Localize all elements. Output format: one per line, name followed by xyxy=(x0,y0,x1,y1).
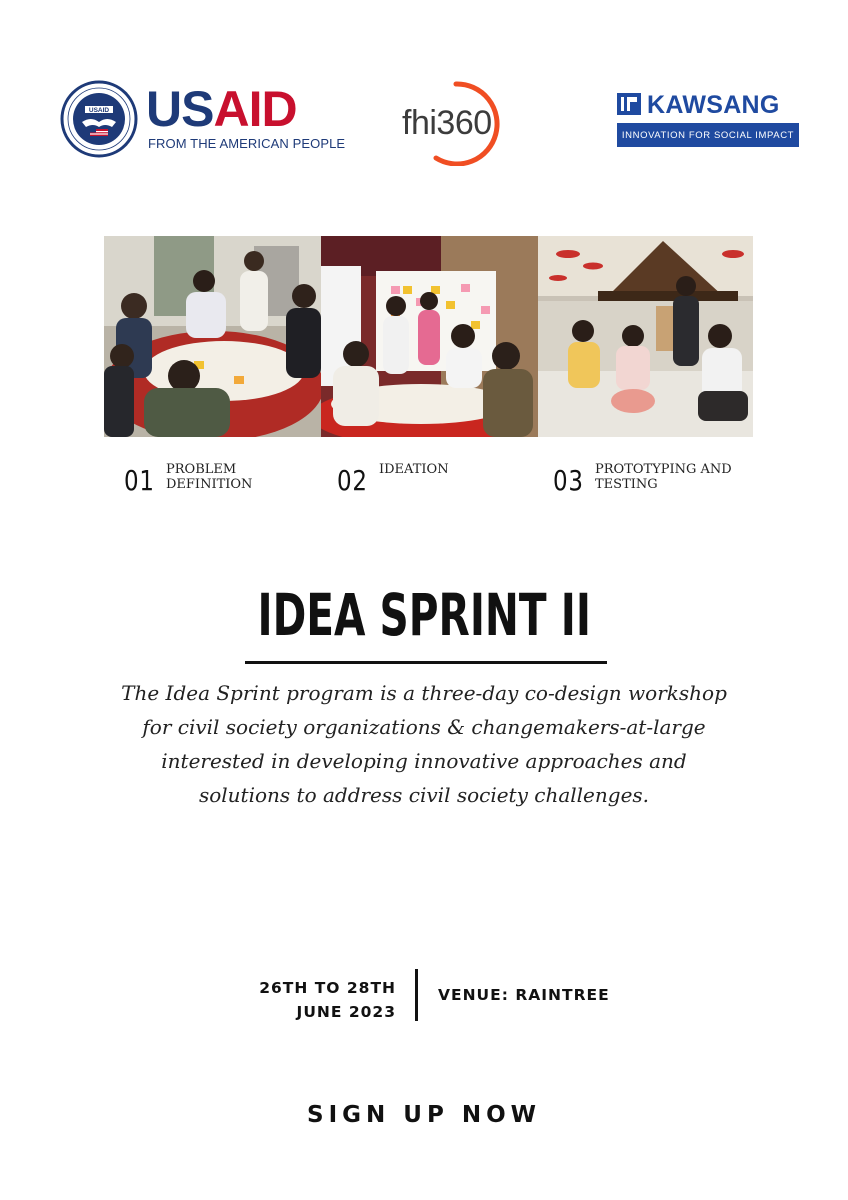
step-label: PROBLEM DEFINITION xyxy=(166,462,253,492)
kawsang-mark-icon xyxy=(617,93,641,115)
usaid-seal-icon xyxy=(60,80,138,158)
usaid-tagline: FROM THE AMERICAN PEOPLE xyxy=(148,136,346,151)
usaid-logo xyxy=(60,80,346,162)
usaid-wordmark-us: US xyxy=(146,81,214,137)
step-prototyping xyxy=(553,462,753,502)
kawsang-logo xyxy=(617,91,799,149)
event-divider xyxy=(415,969,418,1021)
fhi360-wordmark: fhi360 xyxy=(402,104,492,142)
usaid-wordmark xyxy=(146,81,297,137)
title-underline xyxy=(245,661,607,664)
step-number: 02 xyxy=(337,464,368,497)
problem-definition-photo xyxy=(104,236,321,437)
page-title xyxy=(0,578,848,652)
event-dates xyxy=(196,976,396,1024)
step-label: PROTOTYPING AND TESTING xyxy=(595,462,732,492)
program-description: The Idea Sprint program is a three-day co-design workshop for civil society organizations & changemakers-at-large interested in developing innovative approaches and solutions to address civil society challenges. xyxy=(121,681,727,807)
step-number: 01 xyxy=(124,464,155,497)
step-label: IDEATION xyxy=(379,462,449,477)
event-dates-line2: JUNE 2023 xyxy=(296,1003,396,1021)
sign-up-call-to-action[interactable]: SIGN UP NOW xyxy=(307,1102,541,1128)
step-number: 03 xyxy=(553,464,584,497)
event-dates-line1: 26TH TO 28TH xyxy=(259,979,396,997)
event-venue: VENUE: RAINTREE xyxy=(438,986,610,1004)
kawsang-tagline: INNOVATION FOR SOCIAL IMPACT xyxy=(617,123,799,147)
kawsang-wordmark: KAWSANG xyxy=(647,91,780,119)
step-problem-definition xyxy=(124,462,324,502)
usaid-wordmark-aid: AID xyxy=(213,81,297,137)
prototyping-photo xyxy=(538,236,753,437)
page-title-text: IDEA SPRINT II xyxy=(257,581,591,649)
ideation-photo xyxy=(321,236,538,437)
step-ideation xyxy=(337,462,537,502)
fhi360-logo xyxy=(396,76,526,166)
svg-text:USAID: USAID xyxy=(88,107,110,114)
